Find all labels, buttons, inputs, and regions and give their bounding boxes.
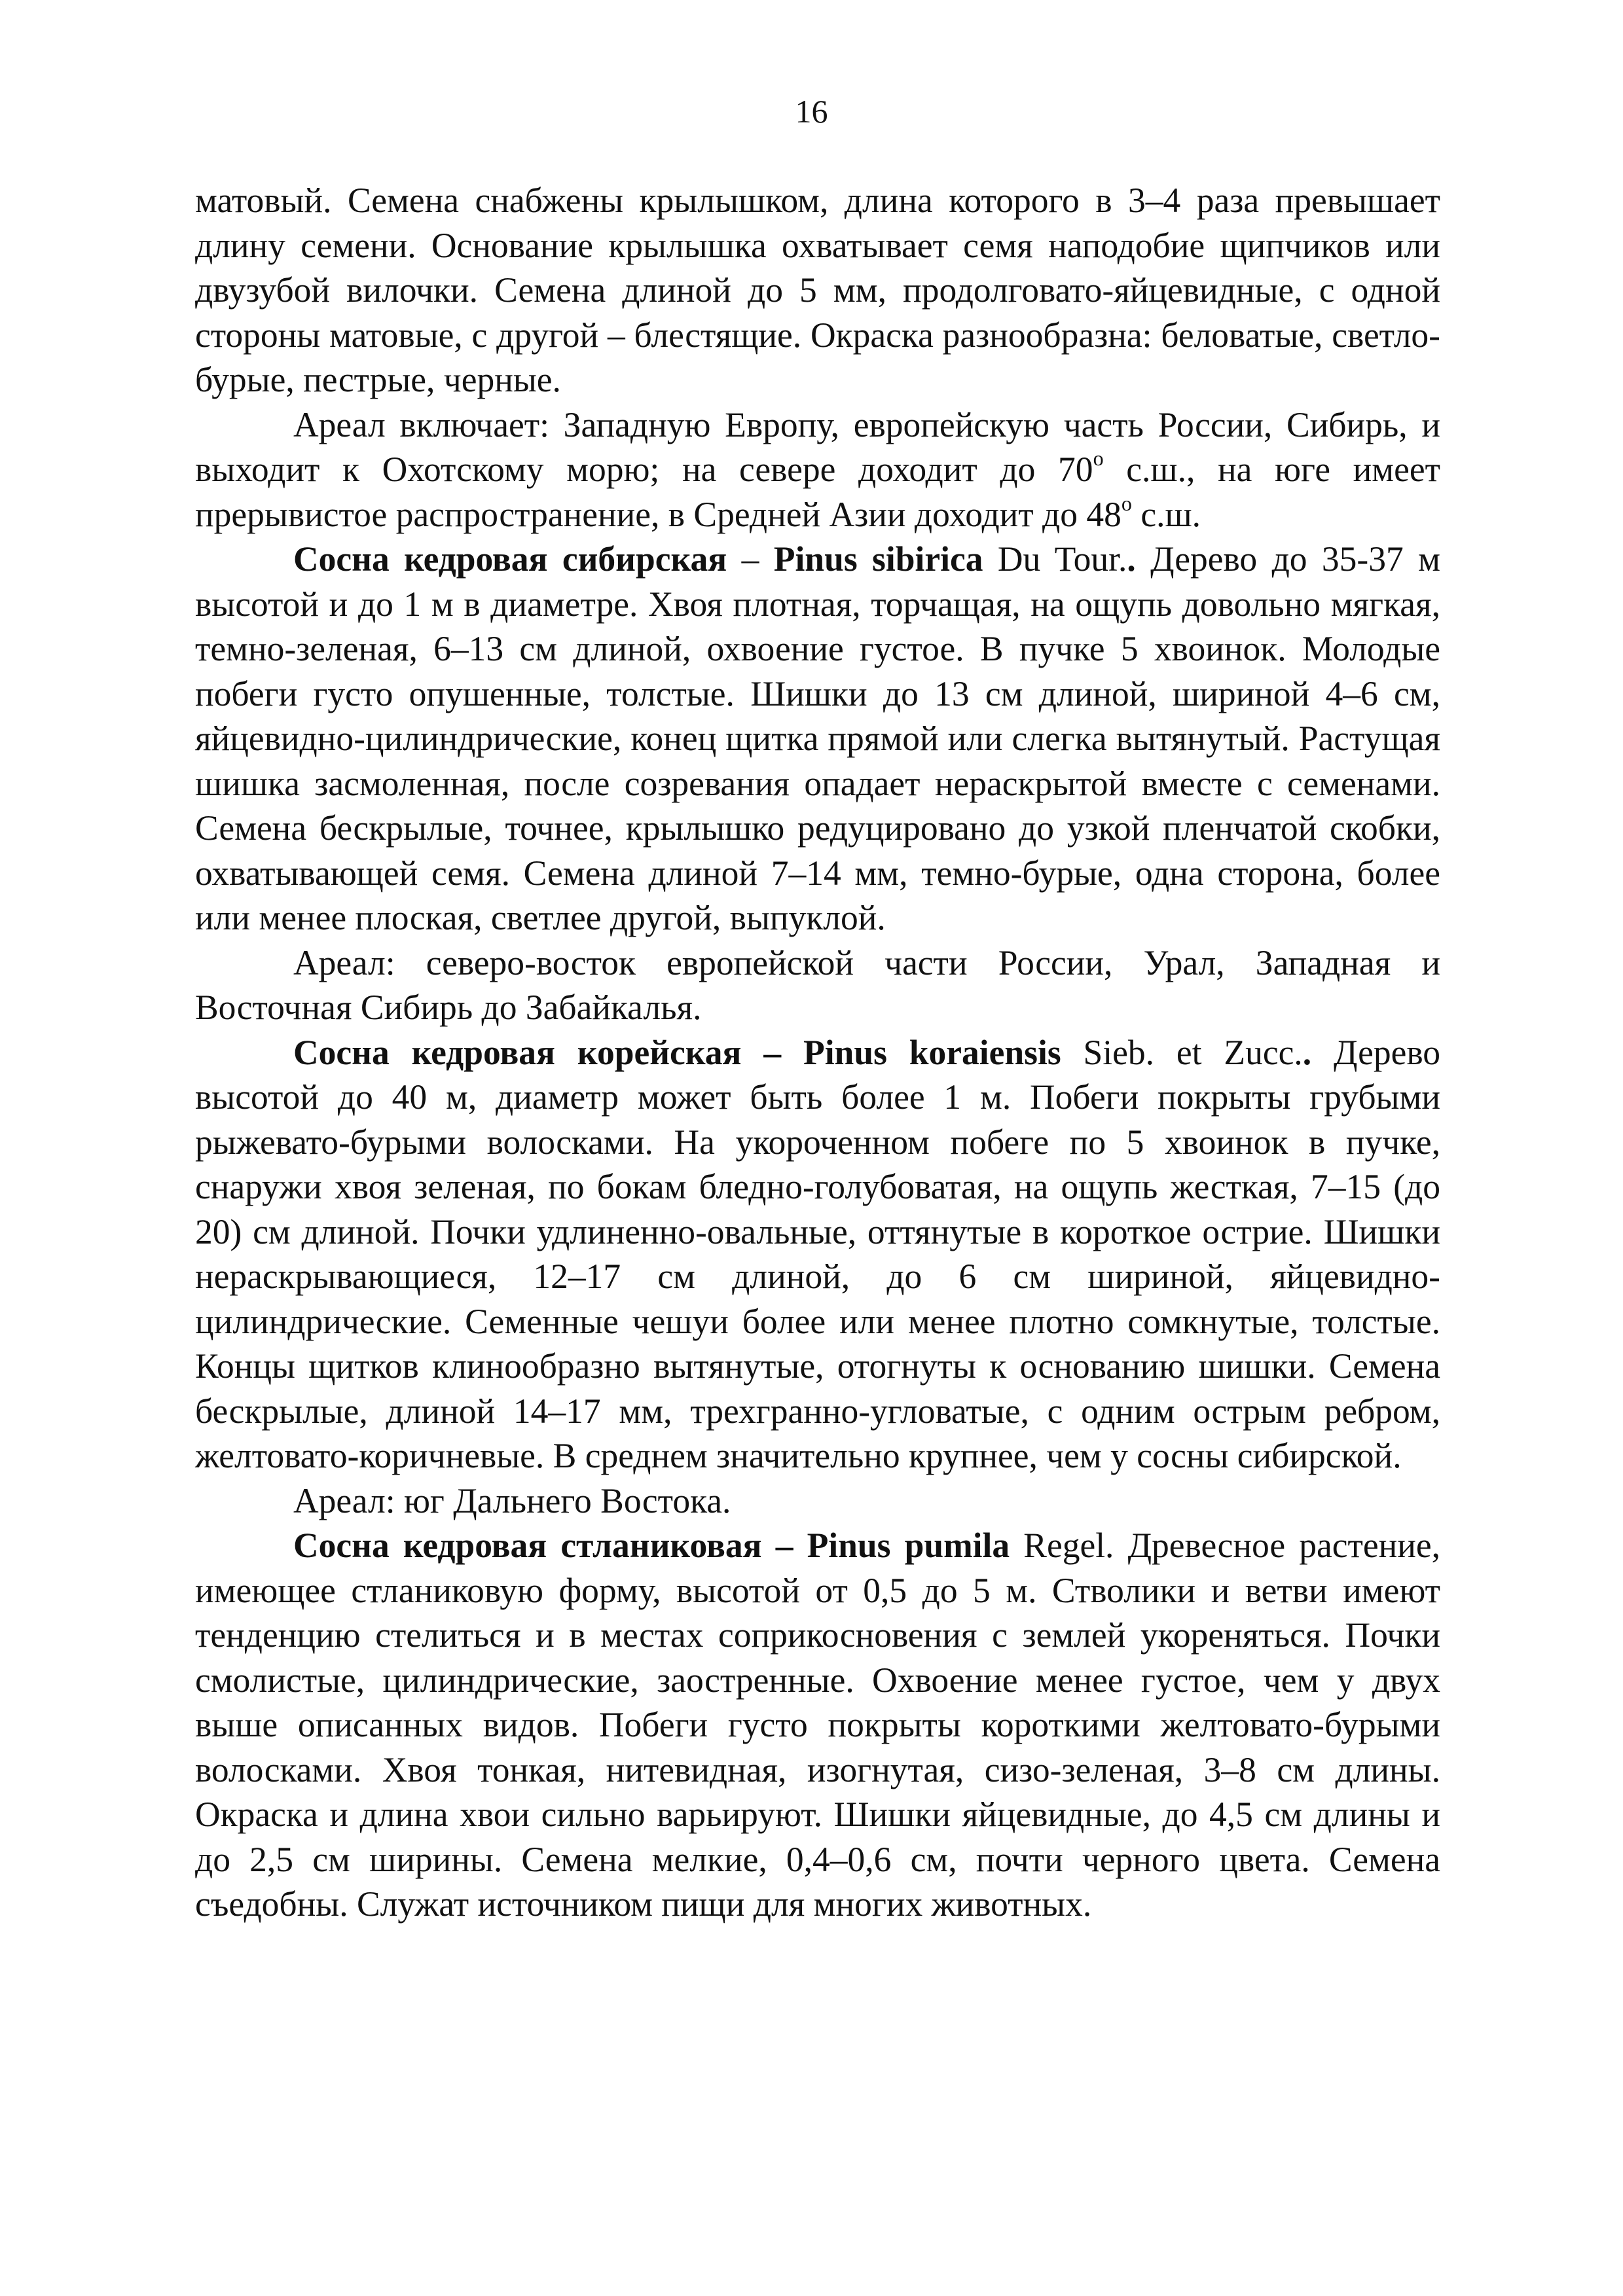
- paragraph-species-pinus-koraiensis: [195, 1030, 1440, 1479]
- paragraph-species-pinus-pumila: [195, 1523, 1440, 1927]
- species-author: Sieb. et Zucc.: [1061, 1032, 1303, 1072]
- paragraph-species-pinus-sibirica: [195, 537, 1440, 941]
- species-dash: –: [741, 1032, 804, 1072]
- body-text: [195, 178, 1440, 1927]
- paragraph-range-pinus-sibirica: Ареал: северо-восток европейской части России, Урал, Западная и Восточная Сибирь до Забайкалья.: [195, 942, 1440, 1027]
- species-bold-dot: .: [1127, 539, 1136, 579]
- species-author: Regel.: [1010, 1526, 1114, 1565]
- species-latin-name: Pinus pumila: [807, 1526, 1010, 1565]
- species-latin-name: Pinus sibirica: [773, 539, 983, 579]
- paragraph-seed-description: матовый. Семена снабжены крылышком, длина которого в 3–4 раза превышает длину семени. Основание крылышка охватывает семя наподобие щипчиков или двузубой вилочки. Семена длиной до 5 мм, продолговато-яйцевидные, с одной стороны матовые, с другой – блестящие. Окраска разнообразна: беловатые, светло-бурые, пестрые, черные.: [195, 181, 1440, 399]
- species-latin-name: Pinus koraiensis: [803, 1032, 1061, 1072]
- species-author: Du Tour.: [983, 539, 1127, 579]
- species-description: Дерево высотой до 40 м, диаметр может быть более 1 м. Побеги покрыты грубыми рыжевато-бурыми волосками. На укороченном побеге по 5 хвоинок в пучке, снаружи хвоя зеленая, по бокам бледно-голубоватая, на ощупь жесткая, 7–15 (до 20) см длиной. Почки удлиненно-овальные, оттянутые в короткое острие. Шишки нераскрывающиеся, 12–17 см длиной, до 6 см шириной, яйцевидно-цилиндрические. Семенные чешуи более или менее плотно сомкнутые, толстые. Концы щитков клинообразно вытянутые, отогнуты к основанию шишки. Семена бескрылые, длиной 14–17 мм, трехгранно-угловатые, с одним острым ребром, желтовато-коричневые. В среднем значительно крупнее, чем у сосны сибирской.: [195, 1032, 1440, 1475]
- degree-sign: о: [1121, 491, 1132, 515]
- range-text-part-3: с.ш.: [1131, 494, 1201, 534]
- species-description: Древесное растение, имеющее стланиковую форму, высотой от 0,5 до 5 м. Стволики и ветви имеют тенденцию стелиться и в местах соприкосновения с землей укореняться. Почки смолистые, цилиндрические, заостренные. Охвоение менее густое, чем у двух выше описанных видов. Побеги густо покрыты короткими желтовато-бурыми волосками. Хвоя тонкая, нитевидная, изогнутая, сизо-зеленая, 3–8 см длины. Окраска и длина хвои сильно варьируют. Шишки яйцевидные, до 4,5 см длины и до 2,5 см ширины. Семена мелкие, 0,4–0,6 см, почти черного цвета. Семена съедобны. Служат источником пищи для многих животных.: [195, 1526, 1440, 1924]
- paragraph-range-scots-pine: [195, 403, 1440, 537]
- range-text-part-2: с.ш., на юге имеет прерывистое распространение, в Средней Азии доходит до 48: [195, 450, 1440, 534]
- species-common-name: Сосна кедровая корейская: [293, 1032, 742, 1072]
- page-number: 16: [795, 93, 828, 130]
- species-common-name: Сосна кедровая стланиковая: [293, 1526, 762, 1565]
- species-bold-dot: .: [1302, 1032, 1312, 1072]
- paragraph-range-pinus-koraiensis: Ареал: юг Дальнего Востока.: [293, 1480, 731, 1520]
- species-dash: –: [761, 1526, 807, 1565]
- range-text-part-1: Ареал включает: Западную Европу, европейскую часть России, Сибирь, и выходит к Охотскому морю; на севере доходит до 70: [195, 404, 1440, 489]
- degree-sign: о: [1093, 446, 1104, 470]
- species-dash: –: [727, 539, 774, 579]
- species-common-name: Сосна кедровая сибирская: [293, 539, 727, 579]
- species-description: Дерево до 35-37 м высотой и до 1 м в диаметре. Хвоя плотная, торчащая, на ощупь довольно мягкая, темно-зеленая, 6–13 см длиной, охвоение густое. В пучке 5 хвоинок. Молодые побеги густо опушенные, толстые. Шишки до 13 см длиной, шириной 4–6 см, яйцевидно-цилиндрические, конец щитка прямой или слегка вытянутый. Растущая шишка засмоленная, после созревания опадает нераскрытой вместе с семенами. Семена бескрылые, точнее, крылышко редуцировано до узкой пленчатой скобки, охватывающей семя. Семена длиной 7–14 мм, темно-бурые, одна сторона, более или менее плоская, светлее другой, выпуклой.: [195, 539, 1441, 937]
